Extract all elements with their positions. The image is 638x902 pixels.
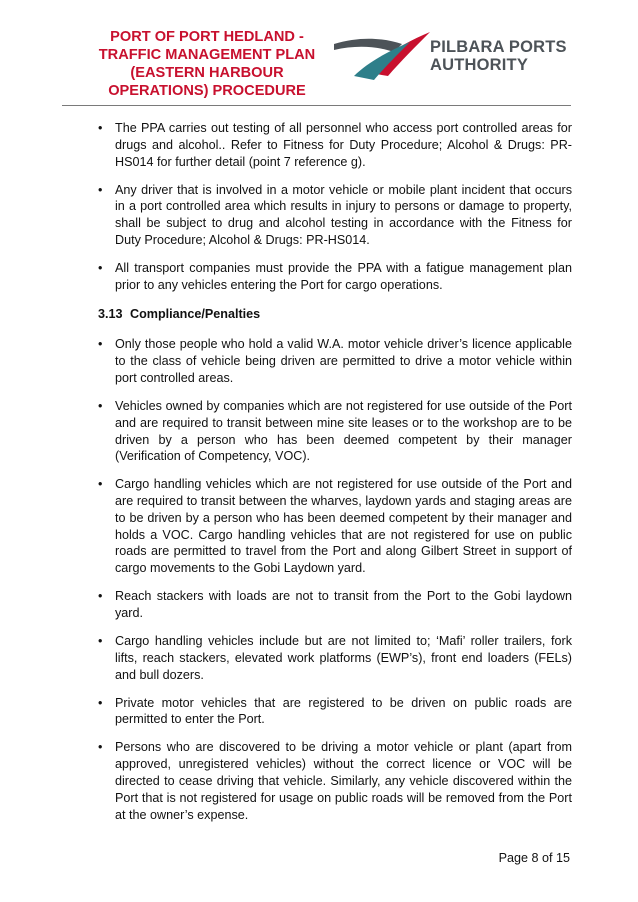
section-number: 3.13 <box>98 306 123 321</box>
title-line: TRAFFIC MANAGEMENT PLAN <box>98 47 316 63</box>
bullet-list <box>98 336 572 823</box>
list-item: • Any driver that is involved in a motor vehicle or mobile plant incident that occurs in a port controlled area which results in injury to persons or damage to property, shall be subject to drug and alcohol testing in accordance with the Fitness for Duty Procedure; Alcohol & Drugs: PR-HS014. <box>98 182 572 249</box>
page-number: Page 8 of 15 <box>498 851 570 865</box>
document-title <box>84 28 330 100</box>
document-header <box>70 28 572 106</box>
section-title: Compliance/Penalties <box>130 306 261 321</box>
logo-swoosh-icon <box>332 30 432 82</box>
title-line: PORT OF PORT HEDLAND - <box>110 29 304 45</box>
list-item: • Cargo handling vehicles which are not registered for use outside of the Port and are required to transit between the wharves, laydown yards and staging areas are to be driven by a person who has been deemed competent by their manager and holds a VOC. Cargo handling vehicles that are not registered for use on public roads are permitted to travel from the Port and along Gilbert Street in support of cargo movements to the Gobi Laydown yard. <box>98 476 572 577</box>
list-item: • The PPA carries out testing of all personnel who access port controlled areas for drugs and alcohol.. Refer to Fitness for Duty Procedure; Alcohol & Drugs: PR-HS014 for further detail (point 7 reference g). <box>98 120 572 170</box>
section-heading <box>98 306 572 323</box>
list-item: • All transport companies must provide the PPA with a fatigue management plan prior to any vehicles entering the Port for cargo operations. <box>98 260 572 294</box>
logo-text-line: AUTHORITY <box>430 56 529 74</box>
pilbara-ports-logo <box>332 30 572 82</box>
title-line: (EASTERN HARBOUR <box>130 65 284 81</box>
bullet-list <box>98 120 572 294</box>
header-divider <box>62 105 571 106</box>
list-item: • Only those people who hold a valid W.A. motor vehicle driver’s licence applicable to the class of vehicle being driven are permitted to drive a motor vehicle within port controlled areas. <box>98 336 572 386</box>
list-item: • Reach stackers with loads are not to transit from the Port to the Gobi laydown yard. <box>98 588 572 622</box>
list-item: • Persons who are discovered to be driving a motor vehicle or plant (apart from approved, unregistered vehicles) without the correct licence or VOC will be directed to cease driving that vehicle. Similarly, any vehicle discovered within the Port that is not registered for usage on public roads will be removed from the Port at the owner’s expense. <box>98 739 572 823</box>
list-item: • Cargo handling vehicles include but are not limited to; ‘Mafi’ roller trailers, fork lifts, reach stackers, elevated work platforms (EWP’s), front end loaders (FELs) and bull dozers. <box>98 633 572 683</box>
document-body <box>98 120 572 835</box>
logo-wordmark <box>430 38 567 74</box>
list-item: • Vehicles owned by companies which are not registered for use outside of the Port and are required to transit between mine site leases or to the workshop are to be driven by a person who has been deemed competent by their manager (Verification of Competency, VOC). <box>98 398 572 465</box>
list-item: • Private motor vehicles that are registered to be driven on public roads are permitted to enter the Port. <box>98 695 572 729</box>
logo-text-line: PILBARA PORTS <box>430 38 567 56</box>
title-line: OPERATIONS) PROCEDURE <box>108 83 306 99</box>
